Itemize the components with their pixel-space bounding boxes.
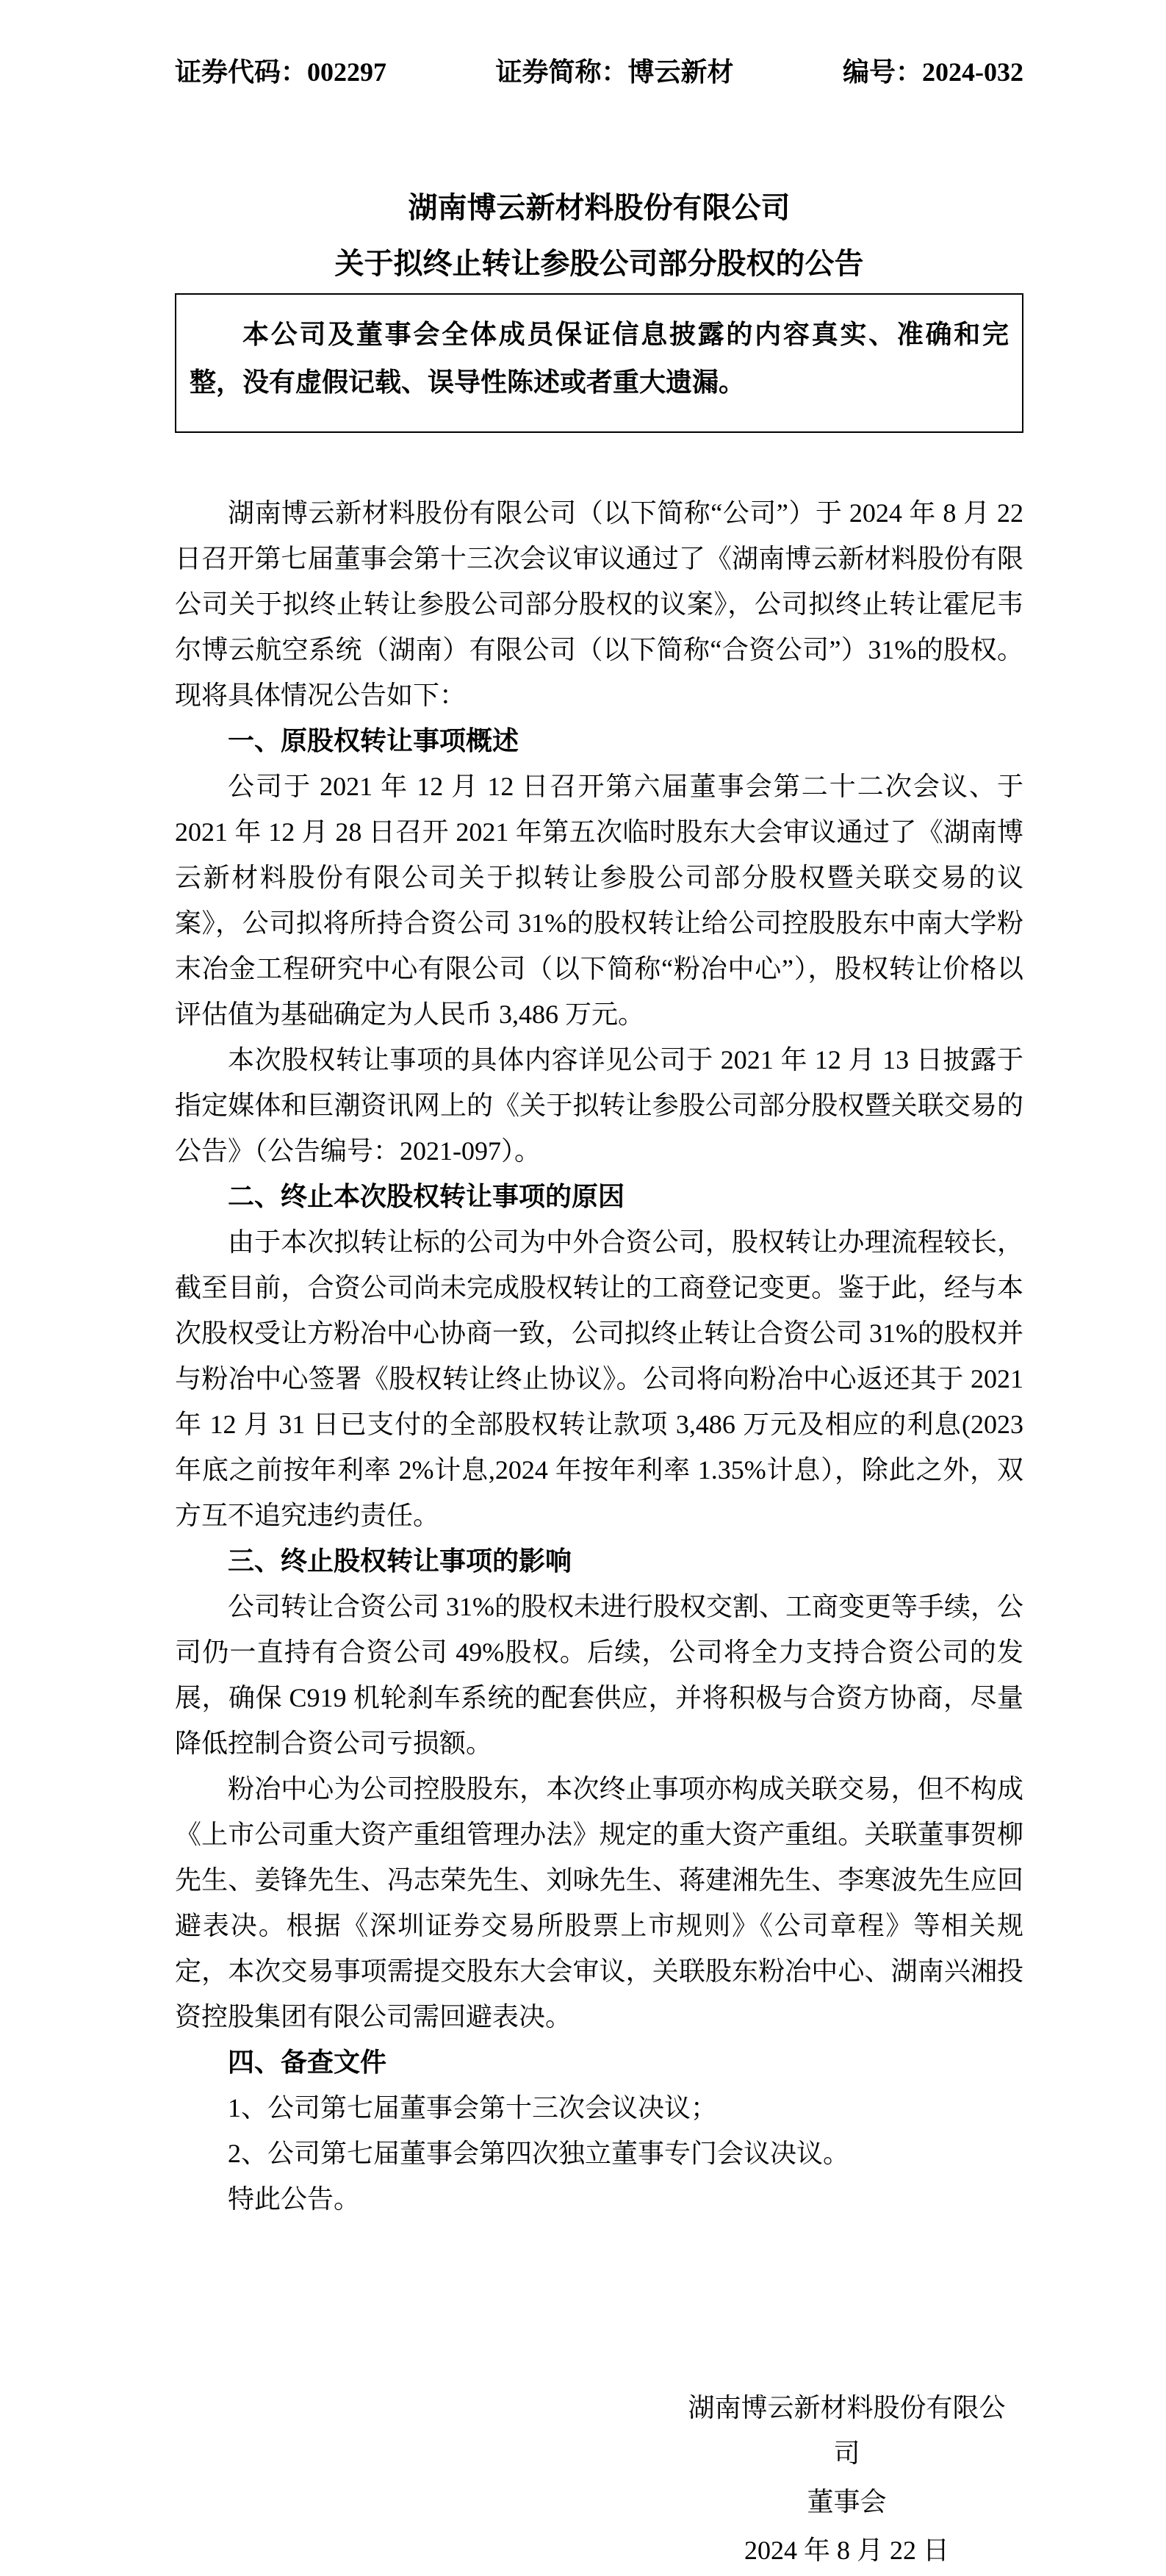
signature-company: 湖南博云新材料股份有限公司 [688, 2393, 1006, 2468]
section-4-item-2: 2、公司第七届董事会第四次独立董事专门会议决议。 [228, 2139, 850, 2168]
document-content [175, 0, 1023, 2576]
signature-date: 2024 年 8 月 22 日 [744, 2536, 949, 2565]
section-3-heading: 三、终止股权转让事项的影响 [228, 1546, 572, 1576]
company-title: 湖南博云新材料股份有限公司 [408, 191, 791, 224]
signature-board: 董事会 [807, 2487, 887, 2516]
section-1-heading: 一、原股权转让事项概述 [228, 726, 519, 756]
section-1-paragraph-2: 本次股权转让事项的具体内容详见公司于 2021 年 12 月 13 日披露于指定媒体和巨潮资讯网上的《关于拟转让参股公司部分股权暨关联交易的公告》（公告编号：2021-097）。 [175, 1045, 1023, 1166]
section-2-heading: 二、终止本次股权转让事项的原因 [228, 1182, 625, 1211]
section-3-paragraph-1: 公司转让合资公司 31%的股权未进行股权交割、工商变更等手续，公司仍一直持有合资公司 49%股权。后续，公司将全力支持合资公司的发展，确保 C919 机轮刹车系统的配套供应，并将积极与合资方协商，尽量降低控制合资公司亏损额。 [175, 1592, 1023, 1758]
stock-code: 证券代码：002297 [175, 57, 387, 87]
section-2-paragraph-1: 由于本次拟转让标的公司为中外合资公司，股权转让办理流程较长，截至目前，合资公司尚未完成股权转让的工商登记变更。鉴于此，经与本次股权受让方粉冶中心协商一致，公司拟终止转让合资公司 31%的股权并与粉冶中心签署《股权转让终止协议》。公司将向粉冶中心返还其于 2021 年 12 月 31 日已支付的全部股权转让款项 3,486 万元及相应的利息(2023 年底之前按年利率 2%计息,2024 年按年利率 1.35%计息），除此之外，双方互不追究违约责任。 [175, 1227, 1023, 1530]
announcement-title: 关于拟终止转让参股公司部分股权的公告 [334, 247, 864, 280]
section-3-paragraph-2: 粉冶中心为公司控股股东，本次终止事项亦构成关联交易，但不构成《上市公司重大资产重组管理办法》规定的重大资产重组。关联董事贺柳先生、姜锋先生、冯志荣先生、刘咏先生、蒋建湘先生、李寒波先生应回避表决。根据《深圳证券交易所股票上市规则》《公司章程》等相关规定，本次交易事项需提交股东大会审议，关联股东粉冶中心、湖南兴湘投资控股集团有限公司需回避表决。 [175, 1774, 1023, 2031]
closing-statement: 特此公告。 [228, 2184, 361, 2214]
announcement-number: 编号：2024-032 [843, 57, 1023, 87]
document-body [175, 490, 1023, 2222]
section-4-heading: 四、备查文件 [228, 2048, 387, 2077]
disclaimer-text: 本公司及董事会全体成员保证信息披露的内容真实、准确和完整，没有虚假记载、误导性陈述或者重大遗漏。 [190, 320, 1009, 397]
signature-block [683, 2385, 1010, 2573]
stock-abbr: 证券简称：博云新材 [495, 57, 734, 87]
section-4-item-1: 1、公司第七届董事会第十三次会议决议； [228, 2093, 718, 2123]
intro-paragraph: 湖南博云新材料股份有限公司（以下简称“公司”）于 2024 年 8 月 22 日召开第七届董事会第十三次会议审议通过了《湖南博云新材料股份有限公司关于拟终止转让参股公司部分股权的议案》，公司拟终止转让霍尼韦尔博云航空系统（湖南）有限公司（以下简称“合资公司”）31%的股权。现将具体情况公告如下： [175, 498, 1023, 710]
section-1-paragraph-1: 公司于 2021 年 12 月 12 日召开第六届董事会第二十二次会议、于 2021 年 12 月 28 日召开 2021 年第五次临时股东大会审议通过了《湖南博云新材料股份有限公司关于拟转让参股公司部分股权暨关联交易的议案》，公司拟将所持合资公司 31%的股权转让给公司控股股东中南大学粉末冶金工程研究中心有限公司（以下简称“粉冶中心”），股权转让价格以评估值为基础确定为人民币 3,486 万元。 [175, 772, 1023, 1029]
disclaimer-box [175, 293, 1023, 433]
document-header [175, 0, 1023, 89]
